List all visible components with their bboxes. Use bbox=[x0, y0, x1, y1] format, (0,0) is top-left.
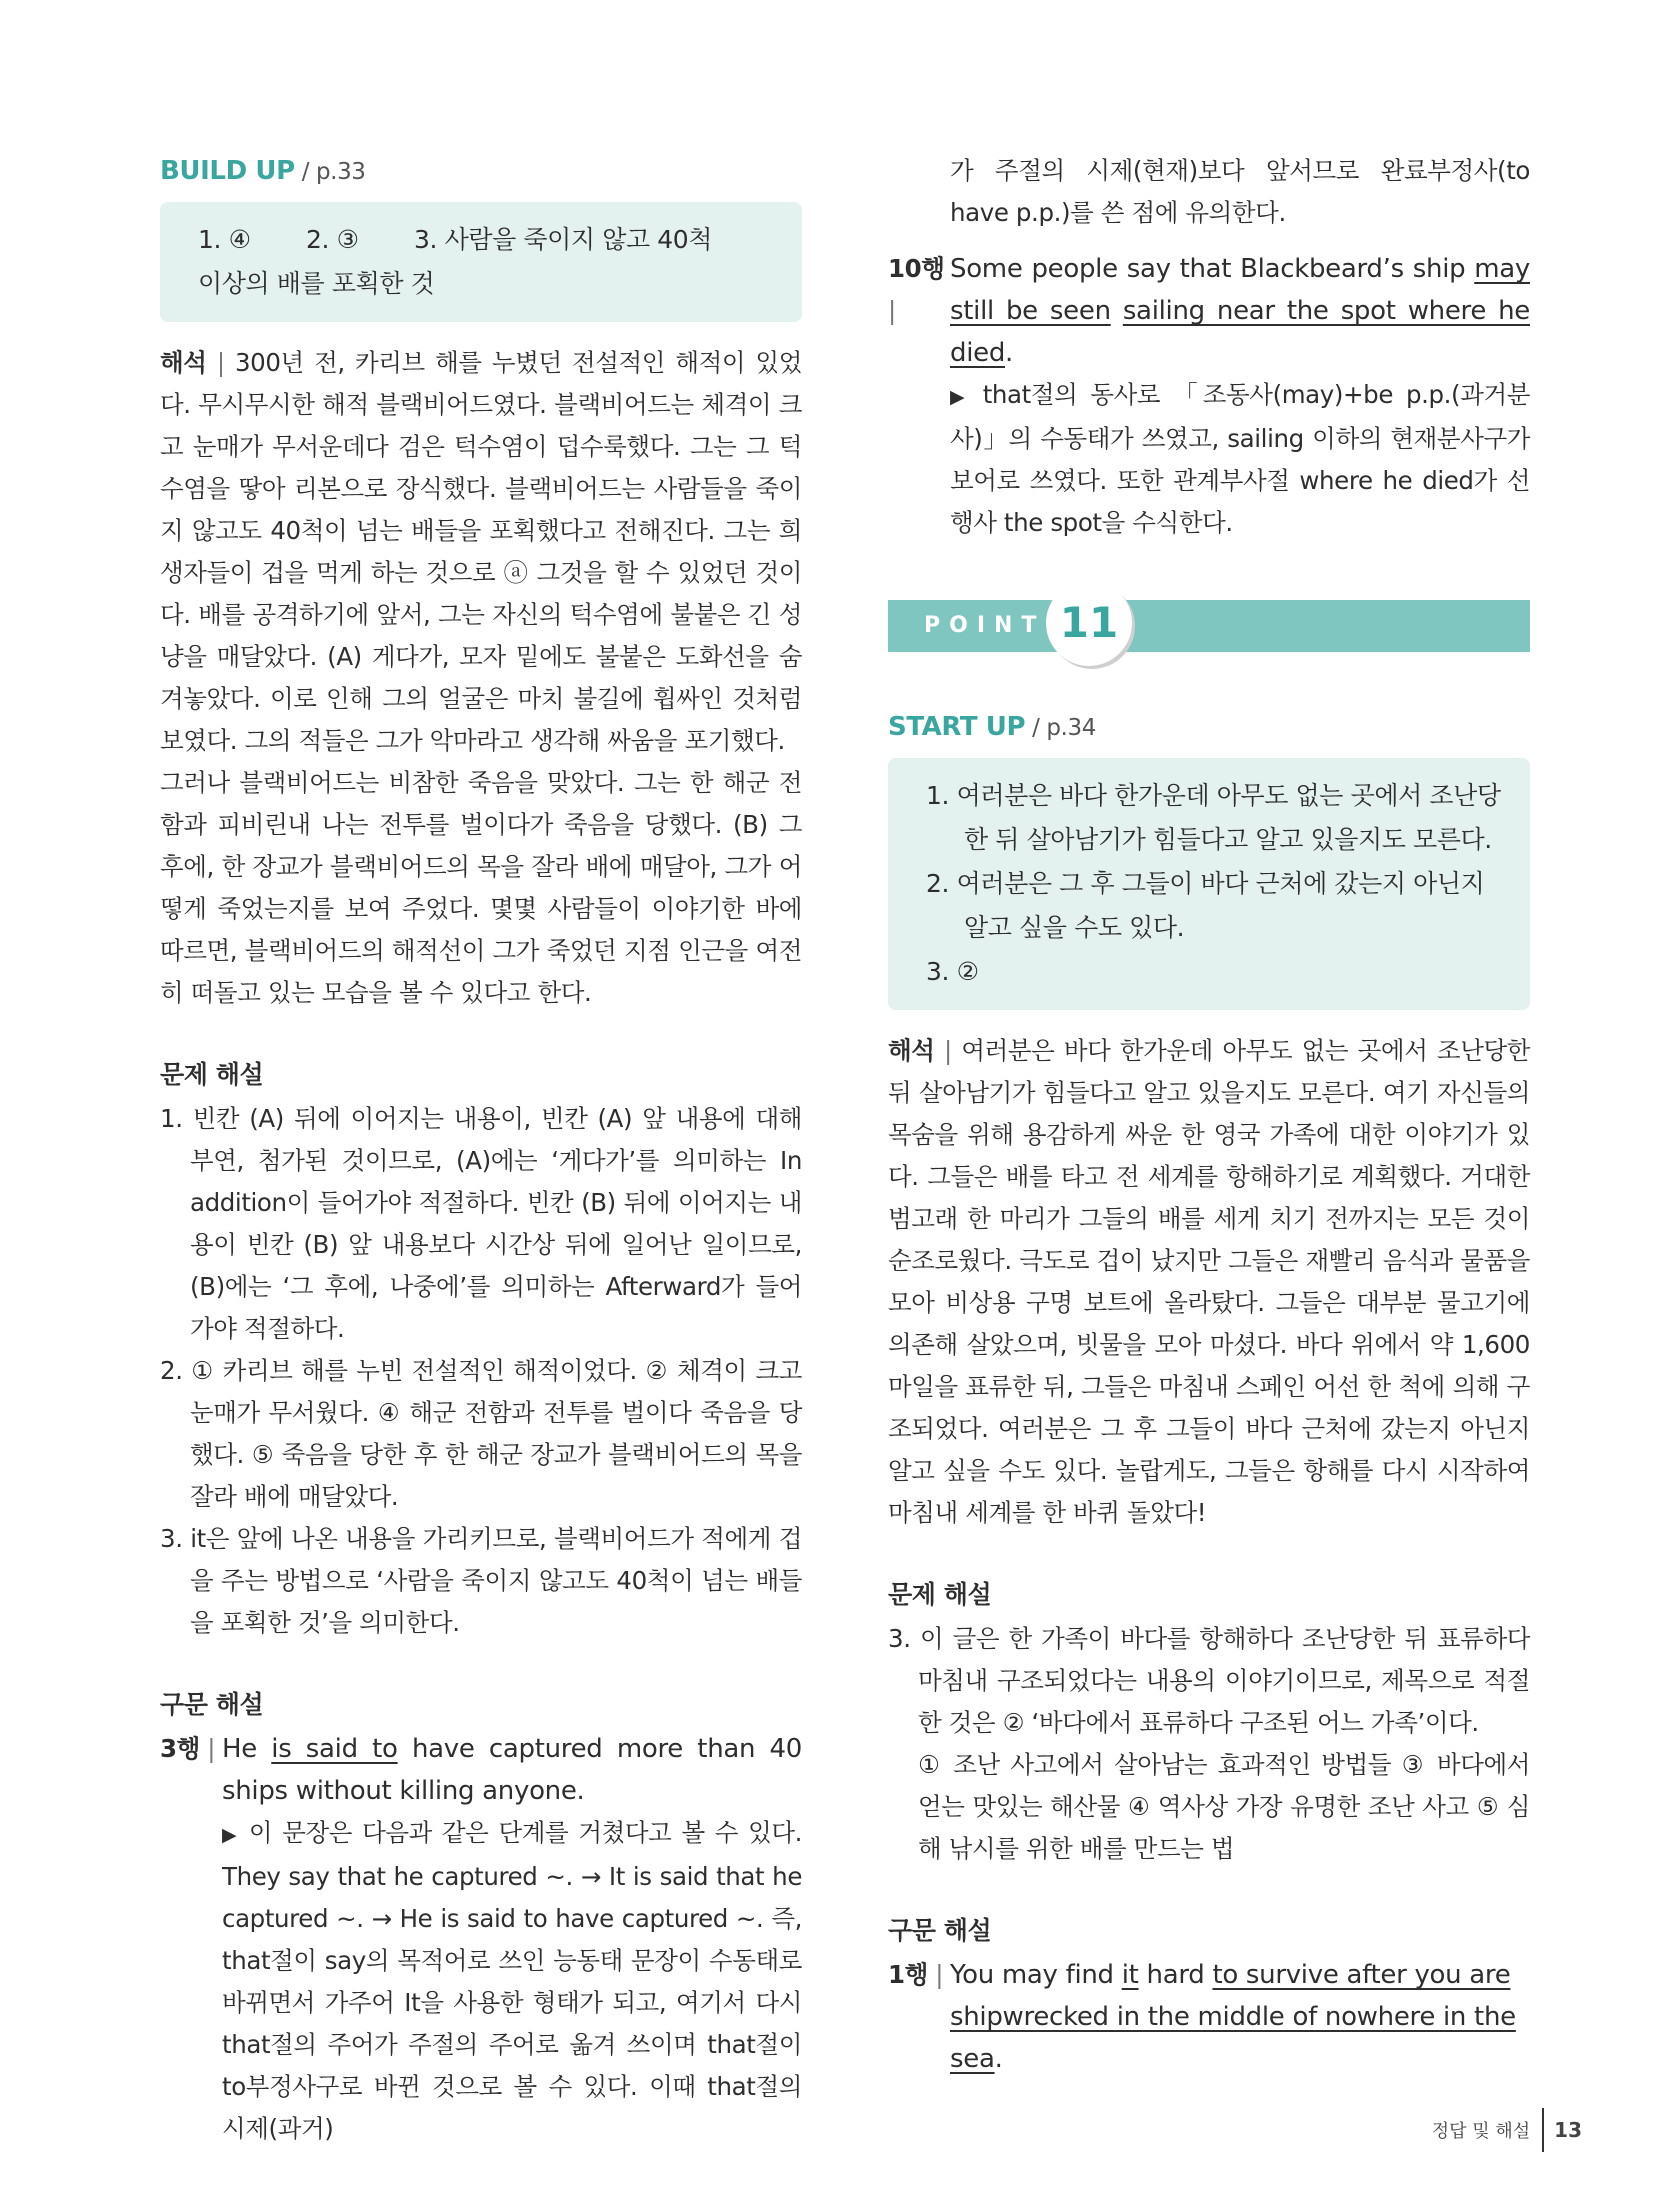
triangle-bullet-icon: ▶ bbox=[950, 386, 970, 408]
question-explanation-3: 3. 이 글은 한 가족이 바다를 항해하다 조난당한 뒤 표류하다 마침내 구조되었다는 내용의 이야기이므로, 제목으로 적절한 것은 ② ‘바다에서 표류하다 구조된 어느 가족’이다. bbox=[888, 1624, 1530, 1737]
start-up-title: START UP bbox=[888, 712, 1026, 742]
syntax-note bbox=[222, 1812, 802, 2150]
label-divider: | bbox=[934, 1036, 962, 1065]
question-explanation-2: 2. ① 카리브 해를 누빈 전설적인 해적이었다. ② 체격이 크고 눈매가 무서웠다. ④ 해군 전함과 전투를 벌이다 죽음을 당했다. ⑤ 죽음을 당한 후 한 해군 장교가 블랙비어드의 목을 잘라 배에 매달았다. bbox=[160, 1356, 802, 1511]
example-sentence bbox=[222, 1728, 802, 1812]
build-up-page-ref: / p.33 bbox=[294, 159, 366, 185]
build-up-title: BUILD UP bbox=[160, 156, 295, 186]
syntax-note-continued bbox=[888, 150, 1530, 234]
underlined-phrase: may still be seen bbox=[950, 254, 1530, 326]
translation-text-1: 300년 전, 카리브 해를 누볐던 전설적인 해적이 있었다. 무시무시한 해적 블랙비어드였다. 블랙비어드는 체격이 크고 눈매가 무서운데다 검은 턱수염이 덥수룩했다. 그는 그 턱수염을 땋아 리본으로 장식했다. 블랙비어드는 사람들을 죽이지 않고도 40척이 넘는 배들을 포획했다고 전해진다. 그는 희생자들이 겁을 먹게 하는 것으로 ⓐ 그것을 할 수 있었던 것이다. 배를 공격하기에 앞서, 그는 자신의 턱수염에 불붙은 긴 성냥을 매달았다. (A) 게다가, 모자 밑에도 불붙은 도화선을 숨겨놓았다. 이로 인해 그의 얼굴은 마치 불길에 휩싸인 것처럼 보였다. 그의 적들은 그가 악마라고 생각해 싸움을 포기했다. bbox=[160, 348, 802, 755]
sentence-part: You may find bbox=[950, 1960, 1122, 1990]
line-number-text: 1행 bbox=[888, 1960, 928, 1989]
syntax-note bbox=[950, 374, 1530, 544]
point-banner bbox=[888, 600, 1530, 652]
build-up-answer-box bbox=[160, 202, 802, 322]
footer-divider bbox=[1542, 2108, 1544, 2152]
syntax-entry-line-3 bbox=[160, 1728, 802, 2150]
translation-paragraph-2: 그러나 블랙비어드는 비참한 죽음을 맞았다. 그는 한 해군 전함과 피비린내 나는 전투를 벌이다가 죽음을 당했다. (B) 그 후에, 한 장교가 블랙비어드의 목을 잘라 배에 매달아, 그가 어떻게 죽었는지를 보여 주었다. 몇몇 사람들이 이야기한 바에 따르면, 블랙비어드의 해적선이 그가 죽었던 지점 인근을 여전히 떠돌고 있는 모습을 볼 수 있다고 한다. bbox=[160, 768, 802, 1007]
sentence-part: Some people say that Blackbeard’s ship bbox=[950, 254, 1475, 284]
line-number bbox=[888, 1954, 950, 2080]
line-number-text: 10행 bbox=[888, 254, 945, 283]
page-number: 13 bbox=[1554, 2118, 1582, 2142]
line-number-bar: | bbox=[927, 1960, 944, 1989]
syntax-explanation-heading: 구문 해설 bbox=[160, 1690, 264, 1719]
syntax-entry-body bbox=[950, 248, 1530, 544]
syntax-explanation-heading: 구문 해설 bbox=[888, 1916, 992, 1945]
point-number-badge: 11 bbox=[1046, 580, 1132, 666]
line-number-bar: | bbox=[888, 296, 896, 325]
translation-paragraph-1 bbox=[160, 342, 802, 762]
answer-2: 2. ③ bbox=[306, 225, 359, 254]
question-explanation-list bbox=[160, 1098, 802, 1644]
underlined-phrase: to survive after you are shipwrecked in the middle of nowhere in the sea bbox=[950, 1960, 1516, 2074]
page-footer bbox=[1432, 2108, 1582, 2152]
question-explanation-heading: 문제 해설 bbox=[888, 1580, 992, 1609]
underlined-phrase: is said to bbox=[271, 1734, 398, 1764]
line-number-text: 3행 bbox=[160, 1734, 200, 1763]
answer-2: 2. 여러분은 그 후 그들이 바다 근처에 갔는지 아닌지 알고 싶을 수도 있다. bbox=[926, 869, 1485, 942]
line-number bbox=[160, 1728, 222, 2150]
label-divider: | bbox=[206, 348, 235, 377]
sentence-part: He bbox=[222, 1734, 272, 1764]
syntax-entry-line-1 bbox=[888, 1954, 1530, 2080]
translation-paragraph bbox=[888, 1030, 1530, 1534]
sentence-part: . bbox=[1005, 338, 1013, 368]
line-number-bar: | bbox=[199, 1734, 216, 1763]
translation-label: 해석 bbox=[160, 348, 207, 377]
sentence-part: . bbox=[994, 2044, 1003, 2074]
start-up-page-ref: / p.34 bbox=[1025, 715, 1096, 741]
answer-1: 1. ④ bbox=[198, 225, 251, 254]
sentence-part bbox=[1111, 296, 1123, 326]
syntax-entry-line-10 bbox=[888, 248, 1530, 544]
syntax-note-text: 이 문장은 다음과 같은 단계를 거쳤다고 볼 수 있다. They say that he captured ~. → It is said that he captured ~. → He is said to have captured ~. 즉, that절이 say의 목적어로 쓰인 능동태 문장이 수동태로 바뀌면서 가주어 It을 사용한 형태가 되고, 여기서 다시 that절의 주어가 주절의 주어로 옮겨 쓰이며 that절이 to부정사구로 바뀐 것으로 볼 수 있다. 이때 that절의 시제(과거) bbox=[222, 1818, 802, 2143]
answer-3: 3. 사람을 죽이지 않고 40척 bbox=[414, 225, 713, 254]
question-explanation-options: ① 조난 사고에서 살아남는 효과적인 방법들 ③ 바다에서 얻는 맛있는 해산물 ④ 역사상 가장 유명한 조난 사고 ⑤ 심해 낚시를 위한 배를 만드는 법 bbox=[918, 1750, 1530, 1863]
indent-spacer bbox=[888, 150, 950, 234]
continued-note-text: 가 주절의 시제(현재)보다 앞서므로 완료부정사(to have p.p.)를 쓴 점에 유의한다. bbox=[950, 156, 1530, 227]
syntax-entry-body bbox=[950, 1954, 1530, 2080]
sentence-part: hard bbox=[1138, 1960, 1213, 1990]
question-explanation-1: 1. 빈칸 (A) 뒤에 이어지는 내용이, 빈칸 (A) 앞 내용에 대해 부연, 첨가된 것이므로, (A)에는 ‘게다가’를 의미하는 In addition이 들어가야 적절하다. 빈칸 (B) 뒤에 이어지는 내용이 빈칸 (B) 앞 내용보다 시간상 뒤에 일어난 일이므로, (B)에는 ‘그 후에, 나중에’를 의미하는 Afterward가 들어가야 적절하다. bbox=[160, 1104, 802, 1343]
question-explanation-heading: 문제 해설 bbox=[160, 1060, 264, 1089]
left-column bbox=[160, 150, 802, 2150]
line-number bbox=[888, 248, 950, 544]
right-column-top bbox=[888, 150, 1530, 544]
syntax-note-text: that절의 동사로 「조동사(may)+be p.p.(과거분사)」의 수동태가 쓰였고, sailing 이하의 현재분사구가 보어로 쓰였다. 또한 관계부사절 where he died가 선행사 the spot을 수식한다. bbox=[950, 380, 1530, 537]
answer-3: 3. ② bbox=[926, 957, 979, 986]
build-up-heading bbox=[160, 150, 802, 192]
point-label: POINT bbox=[924, 613, 1046, 638]
answer-3-cont: 이상의 배를 포획한 것 bbox=[198, 269, 435, 298]
underlined-phrase: sailing near the spot where he died bbox=[950, 296, 1530, 368]
start-up-answer-box bbox=[888, 758, 1530, 1010]
answer-1: 1. 여러분은 바다 한가운데 아무도 없는 곳에서 조난당한 뒤 살아남기가 힘들다고 알고 있을지도 모른다. bbox=[926, 781, 1501, 854]
question-explanation-list bbox=[888, 1618, 1530, 1870]
underlined-phrase: it bbox=[1121, 1960, 1139, 1990]
triangle-bullet-icon: ▶ bbox=[222, 1824, 239, 1846]
syntax-entry-body bbox=[222, 1728, 802, 2150]
right-column-bottom bbox=[888, 706, 1530, 2080]
question-explanation-3: 3. it은 앞에 나온 내용을 가리키므로, 블랙비어드가 적에게 겁을 주는 방법으로 ‘사람을 죽이지 않고도 40척이 넘는 배들을 포획한 것’을 의미한다. bbox=[160, 1524, 802, 1637]
translation-label: 해석 bbox=[888, 1036, 935, 1065]
sentence-part: have captured more than 40 ships without killing anyone. bbox=[222, 1734, 802, 1806]
start-up-answer-list bbox=[926, 774, 1510, 994]
answer-row bbox=[198, 218, 782, 262]
start-up-heading bbox=[888, 706, 1530, 748]
example-sentence bbox=[950, 1954, 1530, 2080]
example-sentence bbox=[950, 248, 1530, 374]
translation-text: 여러분은 바다 한가운데 아무도 없는 곳에서 조난당한 뒤 살아남기가 힘들다고 알고 있을지도 모른다. 여기 자신들의 목숨을 위해 용감하게 싸운 한 영국 가족에 대한 이야기가 있다. 그들은 배를 타고 전 세계를 항해하기로 계획했다. 거대한 범고래 한 마리가 그들의 배를 세게 치기 전까지는 모든 것이 순조로웠다. 극도로 겁이 났지만 그들은 재빨리 음식과 물품을 모아 비상용 구명 보트에 올라탔다. 그들은 대부분 물고기에 의존해 살았으며, 빗물을 모아 마셨다. 바다 위에서 약 1,600마일을 표류한 뒤, 그들은 마침내 스페인 어선 한 척에 의해 구조되었다. 여러분은 그 후 그들이 바다 근처에 갔는지 아닌지 알고 싶을 수도 있다. 놀랍게도, 그들은 항해를 다시 시작하여 마침내 세계를 한 바퀴 돌았다! bbox=[888, 1036, 1530, 1527]
footer-label: 정답 및 해설 bbox=[1431, 2121, 1531, 2142]
